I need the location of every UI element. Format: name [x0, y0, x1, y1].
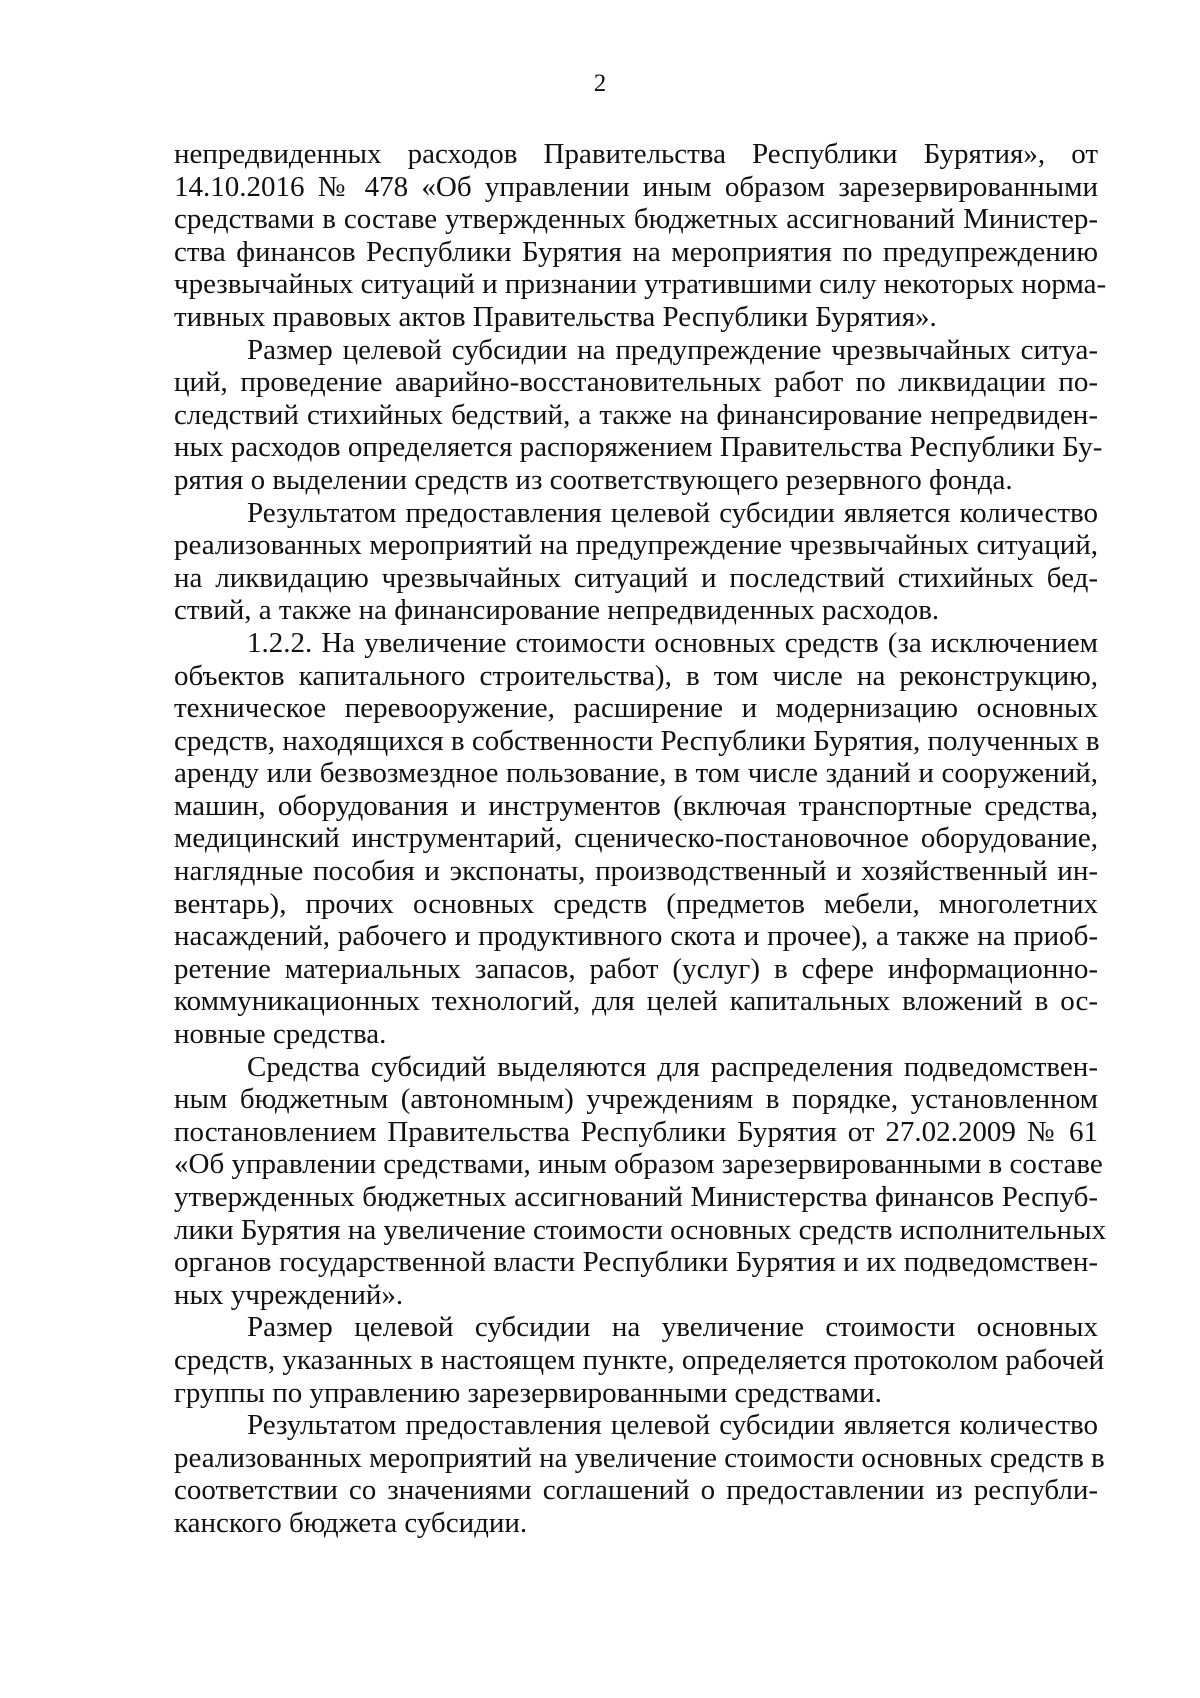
paragraph-line: постановлением Правительства Республики Бурятия от 27.02.2009 № 61: [174, 1115, 1098, 1148]
document-body: [174, 138, 1107, 1540]
paragraph-line: реализованных мероприятий на предупреждение чрезвычайных ситуаций,: [174, 529, 1098, 562]
paragraph-line: тивных правовых актов Правительства Республики Бурятия».: [174, 300, 937, 333]
paragraph-line: непредвиденных расходов Правительства Республики Бурятия», от: [174, 138, 1098, 170]
paragraph-line: средствами в составе утвержденных бюджетных ассигнований Министер-: [174, 203, 1098, 236]
paragraph-line: Размер целевой субсидии на увеличение стоимости основных: [247, 1311, 1098, 1344]
paragraph-line: вентарь), прочих основных средств (предметов мебели, многолетних: [174, 887, 1098, 920]
paragraph-line: рятия о выделении средств из соответствующего резервного фонда.: [174, 463, 1013, 496]
paragraph: [174, 333, 1103, 497]
paragraph-line: «Об управлении средствами, иным образом зарезервированными в составе: [174, 1148, 1103, 1181]
paragraph-line: чрезвычайных ситуаций и признании утратившими силу некоторых норма-: [174, 268, 1107, 301]
paragraph-line: ным бюджетным (автономным) учреждениям в порядке, установленном: [174, 1083, 1098, 1116]
paragraph-line: 1.2.2. На увеличение стоимости основных средств (за исключением: [247, 626, 1098, 659]
page-number: 2: [593, 70, 607, 97]
paragraph-line: наглядные пособия и экспонаты, производственный и хозяйственный ин-: [174, 855, 1098, 888]
paragraph-line: ций, проведение аварийно-восстановительных работ по ликвидации по-: [174, 366, 1098, 399]
paragraph-line: ства финансов Республики Бурятия на мероприятия по предупреждению: [174, 235, 1098, 268]
paragraph-line: 14.10.2016 № 478 «Об управлении иным образом зарезервированными: [174, 170, 1098, 203]
paragraph-line: реализованных мероприятий на увеличение стоимости основных средств в: [174, 1441, 1105, 1474]
paragraph: [174, 627, 1098, 1051]
paragraph-line: средств, указанных в настоящем пункте, определяется протоколом рабочей: [174, 1343, 1105, 1376]
paragraph-line: машин, оборудования и инструментов (включая транспортные средства,: [174, 789, 1098, 822]
paragraph-line: коммуникационных технологий, для целей капитальных вложений в ос-: [174, 985, 1098, 1018]
paragraph-line: Результатом предоставления целевой субсидии является количество: [247, 1409, 1098, 1442]
paragraph-line: новные средства.: [174, 1018, 387, 1051]
paragraph-line: канского бюджета субсидии.: [174, 1506, 528, 1539]
paragraph-line: следствий стихийных бедствий, а также на финансирование непредвиден-: [174, 398, 1098, 431]
paragraph-line: медицинский инструментарий, сценическо-постановочное оборудование,: [174, 822, 1098, 855]
paragraph-line: аренду или безвозмездное пользование, в том числе зданий и сооружений,: [174, 757, 1098, 790]
paragraph-line: органов государственной власти Республики Бурятия и их подведомствен-: [174, 1246, 1098, 1279]
paragraph-line: Размер целевой субсидии на предупреждение чрезвычайных ситуа-: [247, 333, 1098, 366]
paragraph-line: на ликвидацию чрезвычайных ситуаций и последствий стихийных бед-: [174, 561, 1098, 594]
paragraph-line: ных расходов определяется распоряжением Правительства Республики Бу-: [174, 431, 1103, 464]
paragraph: [174, 1311, 1105, 1409]
paragraph-line: Результатом предоставления целевой субсидии является количество: [247, 496, 1098, 529]
paragraph-line: соответствии со значениями соглашений о предоставлении из республи-: [174, 1474, 1098, 1507]
paragraph-line: ретение материальных запасов, работ (услуг) в сфере информационно-: [174, 952, 1098, 985]
paragraph-line: утвержденных бюджетных ассигнований Министерства финансов Респуб-: [174, 1181, 1098, 1213]
paragraph-line: техническое перевооружение, расширение и модернизацию основных: [174, 692, 1098, 725]
paragraph-line: группы по управлению зарезервированными средствами.: [174, 1376, 882, 1409]
paragraph: [174, 1409, 1105, 1539]
paragraph-line: объектов капитального строительства), в том числе на реконструкцию,: [174, 659, 1098, 692]
paragraph-line: насаждений, рабочего и продуктивного скота и прочее), а также на приоб-: [174, 920, 1098, 953]
paragraph-line: ных учреждений».: [174, 1278, 404, 1311]
paragraph-line: средств, находящихся в собственности Республики Бурятия, полученных в: [174, 724, 1100, 757]
paragraph: [174, 497, 1098, 627]
paragraph: [174, 138, 1107, 334]
paragraph-line: лики Бурятия на увеличение стоимости основных средств исполнительных: [174, 1213, 1107, 1246]
paragraph-line: ствий, а также на финансирование непредвиденных расходов.: [174, 594, 940, 627]
paragraph: [174, 1050, 1107, 1312]
paragraph-line: Средства субсидий выделяются для распределения подведомствен-: [247, 1050, 1098, 1083]
